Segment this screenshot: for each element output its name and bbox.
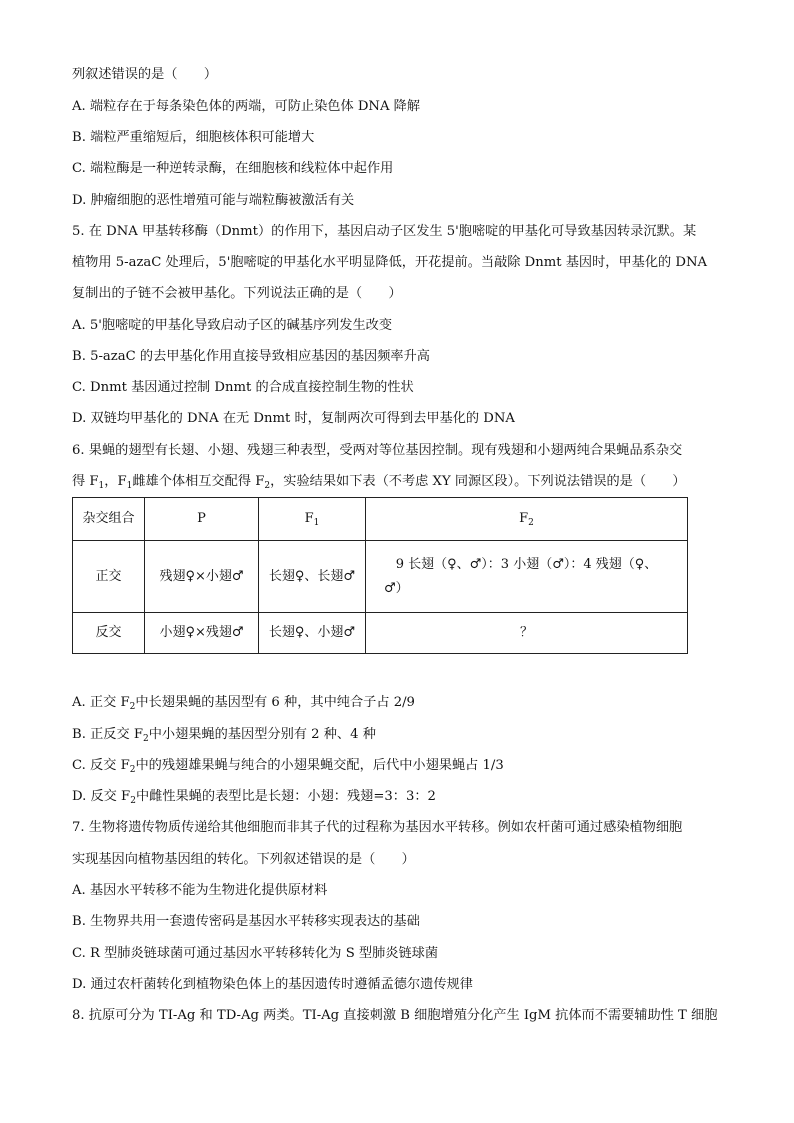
question-5-line-2: 植物用 5-azaC 处理后，5'胞嘧啶的甲基化水平明显降低，开花提前。当敲除 Dnmt 基因时，甲基化的 DNA xyxy=(72,255,708,270)
table-header-row xyxy=(73,498,688,541)
option-6b: B. 正反交 $F_2$中小翅果蝇的基因型分别有 2 种、4 种 xyxy=(72,727,376,744)
row-name: 正交 xyxy=(73,541,145,613)
option-7a: A. 基因水平转移不能为生物进化提供原材料 xyxy=(72,883,328,898)
row-f1: 长翅♀、长翅♂ xyxy=(259,541,366,613)
header-f1: $F_1$ xyxy=(259,498,366,541)
option-4a: A. 端粒存在于每条染色体的两端，可防止染色体 DNA 降解 xyxy=(72,99,421,114)
option-5c: C. Dnmt 基因通过控制 Dnmt 的合成直接控制生物的性状 xyxy=(72,380,414,395)
option-4d: D. 肿瘤细胞的恶性增殖可能与端粒酶被激活有关 xyxy=(72,193,355,208)
option-5b: B. 5-azaC 的去甲基化作用直接导致相应基因的基因频率升高 xyxy=(72,349,430,364)
row-f1: 长翅♀、小翅♂ xyxy=(259,613,366,654)
row-p: 残翅♀×小翅♂ xyxy=(145,541,259,613)
question-5-line-1: 5. 在 DNA 甲基转移酶（Dnmt）的作用下，基因启动子区发生 5'胞嘧啶的甲基化可导致基因转录沉默。某 xyxy=(72,224,697,239)
question-7-line-2: 实现基因向植物基因组的转化。下列叙述错误的是（ ） xyxy=(72,852,415,867)
option-5d: D. 双链均甲基化的 DNA 在无 Dnmt 时，复制两次可得到去甲基化的 DNA xyxy=(72,411,515,426)
row-f2: 9 长翅（♀、♂）：3 小翅（♂）：4 残翅（♀、 ♂） xyxy=(366,541,688,613)
question-4-stem-end: 列叙述错误的是（ ） xyxy=(72,67,218,82)
row-name: 反交 xyxy=(73,613,145,654)
question-8-line-1: 8. 抗原可分为 TI-Ag 和 TD-Ag 两类。TI-Ag 直接刺激 B 细胞增殖分化产生 IgM 抗体而不需要辅助性 T 细胞 xyxy=(72,1008,718,1023)
table-row xyxy=(73,613,688,654)
question-6-line-1: 6. 果蝇的翅型有长翅、小翅、残翅三种表型，受两对等位基因控制。现有残翅和小翅两纯合果蝇品系杂交 xyxy=(72,443,683,458)
question-7-line-1: 7. 生物将遗传物质传递给其他细胞而非其子代的过程称为基因水平转移。例如农杆菌可通过感染植物细胞 xyxy=(72,820,683,835)
option-5a: A. 5'胞嘧啶的甲基化导致启动子区的碱基序列发生改变 xyxy=(72,318,393,333)
table-row xyxy=(73,541,688,613)
cross-results-table xyxy=(72,497,688,654)
option-6c: C. 反交 $F_2$中的残翅雄果蝇与纯合的小翅果蝇交配，后代中小翅果蝇占 1/3 xyxy=(72,758,504,775)
option-7b: B. 生物界共用一套遗传密码是基因水平转移实现表达的基础 xyxy=(72,914,420,929)
row-p: 小翅♀×残翅♂ xyxy=(145,613,259,654)
row-f2: ？ xyxy=(366,613,688,654)
header-p: P xyxy=(145,498,259,541)
question-6-line-2: 得 $F_1$，$F_1$雌雄个体相互交配得 $F_2$，实验结果如下表（不考虑 XY 同源区段）。下列说法错误的是（ ） xyxy=(72,474,686,491)
header-f2: $F_2$ xyxy=(366,498,688,541)
question-5-line-3: 复制出的子链不会被甲基化。下列说法正确的是（ ） xyxy=(72,286,402,301)
option-7d: D. 通过农杆菌转化到植物染色体上的基因遗传时遵循孟德尔遗传规律 xyxy=(72,977,473,992)
option-7c: C. R 型肺炎链球菌可通过基因水平转移转化为 S 型肺炎链球菌 xyxy=(72,946,439,961)
option-6d: D. 反交 $F_2$中雌性果蝇的表型比是长翅：小翅：残翅=3：3：2 xyxy=(72,789,436,806)
option-6a: A. 正交 $F_2$中长翅果蝇的基因型有 6 种，其中纯合子占 2/9 xyxy=(72,695,415,712)
option-4b: B. 端粒严重缩短后，细胞核体积可能增大 xyxy=(72,130,315,145)
option-4c: C. 端粒酶是一种逆转录酶，在细胞核和线粒体中起作用 xyxy=(72,161,394,176)
header-cross: 杂交组合 xyxy=(73,498,145,541)
